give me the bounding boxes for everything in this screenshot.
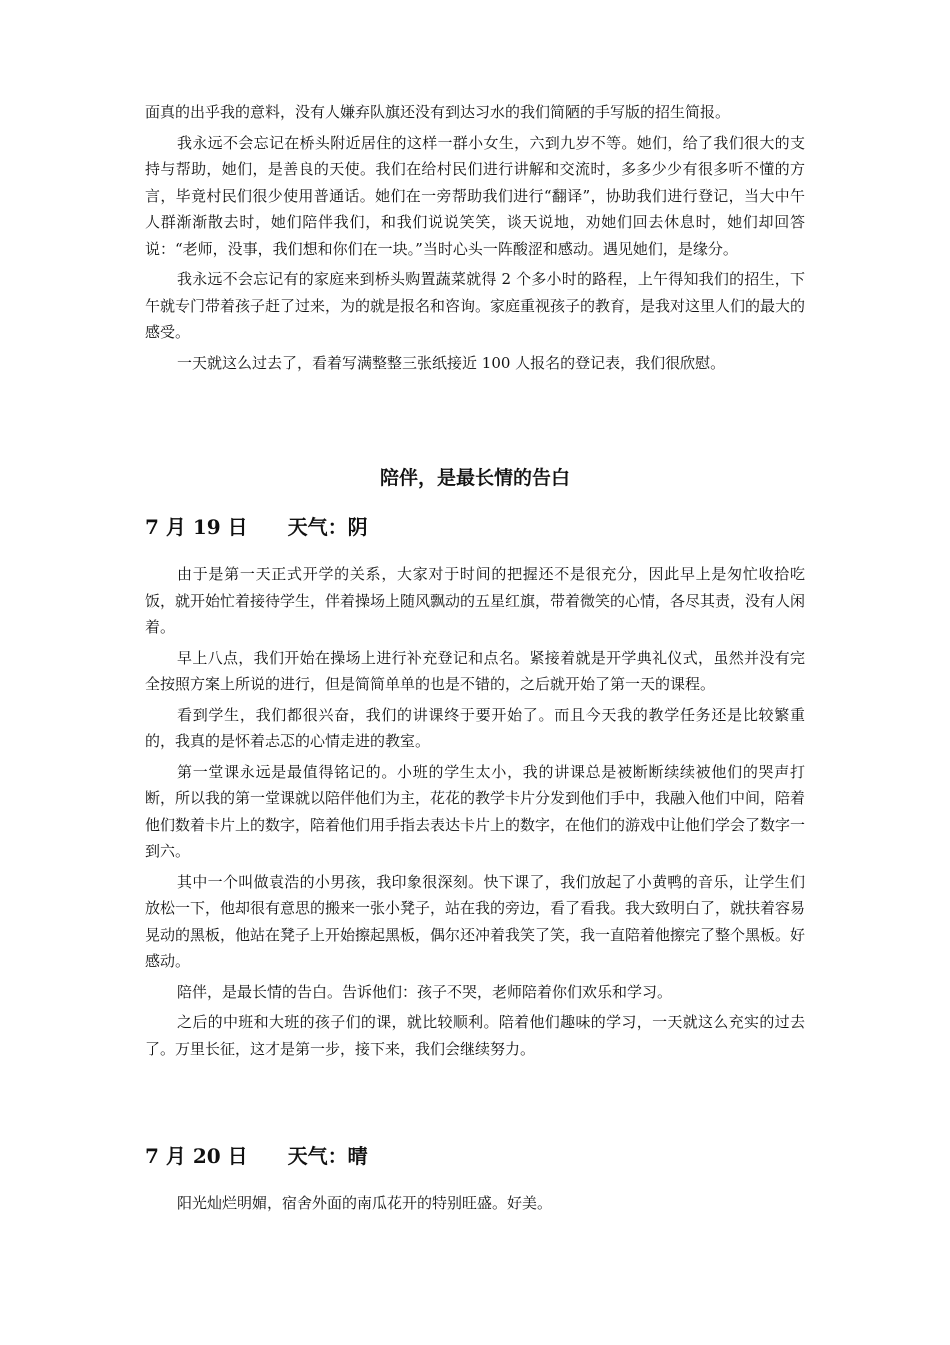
entry-weather: 天气：晴	[287, 1144, 368, 1168]
paragraph: 看到学生，我们都很兴奋，我们的讲课终于要开始了。而且今天我的教学任务还是比较繁重的，我真的是怀着忐忑的心情走进的教室。	[145, 705, 805, 750]
paragraph: 由于是第一天正式开学的关系，大家对于时间的把握还不是很充分，因此早上是匆忙收拾吃饭，就开始忙着接待学生，伴着操场上随风飘动的五星红旗，带着微笑的心情，各尽其责，没有人闲着。	[145, 565, 806, 636]
paragraph: 我永远不会忘记在桥头附近居住的这样一群小女生，六到九岁不等。她们，给了我们很大的支持与帮助，她们，是善良的天使。我们在给村民们进行讲解和交流时，多多少少有很多听不懂的方言，毕竟村民们很少使用普通话。她们在一旁帮助我们进行“翻译”，协助我们进行登记，当大中午人群渐渐散去时，她们陪伴我们，和我们说说笑笑，谈天说地，劝她们回去休息时，她们却回答说：“老师，没事，我们想和你们在一块。”当时心头一阵酸涩和感动。遇见她们，是缘分。	[145, 133, 805, 258]
paragraph: 早上八点，我们开始在操场上进行补充登记和点名。紧接着就是开学典礼仪式，虽然并没有完全按照方案上所说的进行，但是简简单单的也是不错的，之后就开始了第一天的课程。	[145, 648, 805, 693]
paragraph: 面真的出乎我的意料，没有人嫌弃队旗还没有到达习水的我们简陋的手写版的招生简报。	[145, 103, 731, 121]
paragraph: 阳光灿烂明媚，宿舍外面的南瓜花开的特别旺盛。好美。	[177, 1194, 553, 1212]
entry-weather: 天气：阴	[287, 515, 368, 539]
paragraph: 之后的中班和大班的孩子们的课，就比较顺利。陪着他们趣味的学习，一天就这么充实的过去了。万里长征，这才是第一步，接下来，我们会继续努力。	[145, 1013, 805, 1058]
entry-header-0719	[145, 514, 368, 540]
entry-header-0720	[145, 1143, 368, 1169]
top-text-block	[145, 99, 805, 376]
entry-date: 7 月 20 日	[145, 1144, 248, 1168]
paragraph: 一天就这么过去了，看着写满整整三张纸接近 100 人报名的登记表，我们很欣慰。	[177, 353, 726, 372]
paragraph: 其中一个叫做袁浩的小男孩，我印象很深刻。快下课了，我们放起了小黄鸭的音乐，让学生们放松一下，他却很有意思的搬来一张小凳子，站在我的旁边，看了看我。我大致明白了，就扶着容易晃动的黑板，他站在凳子上开始擦起黑板，偶尔还冲着我笑了笑，我一直陪着他擦完了整个黑板。好感动。	[145, 872, 806, 970]
paragraph: 第一堂课永远是最值得铭记的。小班的学生太小，我的讲课总是被断断续续被他们的哭声打断，所以我的第一堂课就以陪伴他们为主，花花的教学卡片分发到他们手中，我融入他们中间，陪着他们数着卡片上的数字，陪着他们用手指去表达卡片上的数字，在他们的游戏中让他们学会了数字一到六。	[145, 762, 806, 860]
section-title: 陪伴，是最长情的告白	[379, 467, 570, 489]
entry-body-0719	[145, 561, 805, 1062]
paragraph: 陪伴，是最长情的告白。告诉他们：孩子不哭，老师陪着你们欢乐和学习。	[177, 982, 673, 1001]
entry-body-0720	[145, 1190, 805, 1217]
paragraph: 我永远不会忘记有的家庭来到桥头购置蔬菜就得 2 个多小时的路程，上午得知我们的招生，下午就专门带着孩子赶了过来，为的就是报名和咨询。家庭重视孩子的教育，是我对这里人们的最大的感受。	[145, 270, 806, 341]
entry-date: 7 月 19 日	[145, 515, 248, 539]
